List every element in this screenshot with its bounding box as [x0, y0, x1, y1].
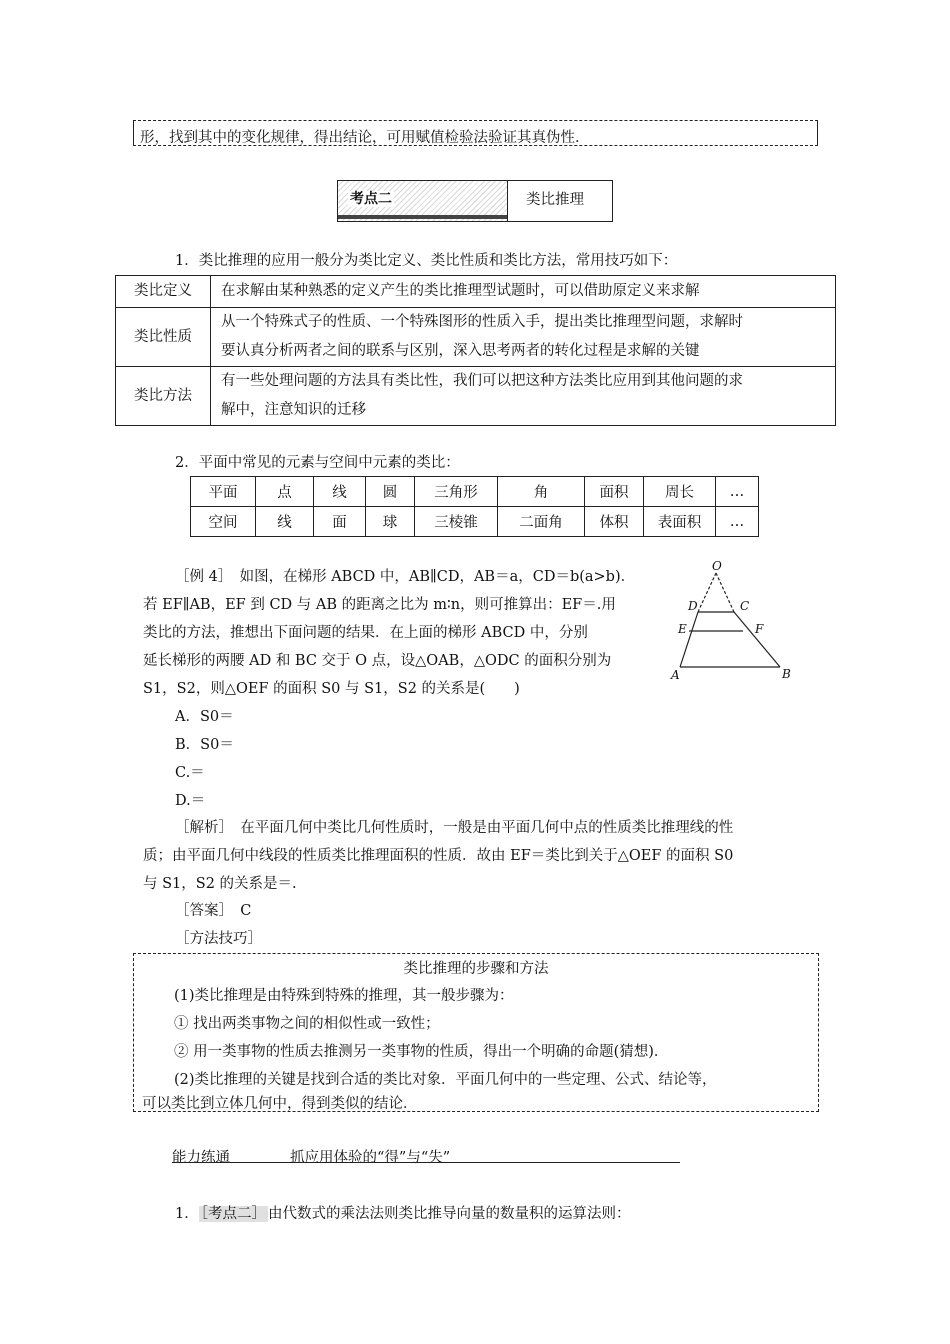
table-cell: 点 — [256, 477, 314, 507]
example-line: 类比的方法，推想出下面问题的结果．在上面的梯形 ABCD 中，分别 — [143, 625, 588, 641]
trapezoid-figure — [668, 560, 798, 686]
table-row — [116, 276, 836, 308]
example-line: S1，S2，则△OEF 的面积 S0 与 S1，S2 的关系是( ) — [143, 681, 520, 697]
table-cell: 体积 — [585, 507, 644, 537]
table-row — [191, 507, 759, 537]
intro-2: 2．平面中常见的元素与空间中元素的类比： — [175, 455, 460, 471]
practice-underline — [172, 1162, 680, 1163]
practice-label: 能力练通 — [172, 1150, 230, 1166]
option-d: D.＝ — [175, 793, 206, 809]
exercise-1: 1． ［考点二］ 由代数式的乘法法则类比推导向量的数量积的运算法则： — [175, 1206, 631, 1222]
table-cell: 面 — [314, 507, 366, 537]
plane-space-table — [190, 476, 759, 537]
label-e: E — [678, 622, 687, 636]
table-cell: 三角形 — [415, 477, 498, 507]
table-cell: 球 — [366, 507, 415, 537]
table-head-cell: 类比性质 — [116, 308, 211, 367]
table-cell: … — [716, 507, 759, 537]
method-box — [133, 953, 819, 1112]
section-title: 类比推理 — [526, 192, 584, 208]
analysis-line: 与 S1，S2 的关系是＝. — [143, 876, 297, 892]
method-box-title: 类比推理的步骤和方法 — [403, 961, 549, 977]
table-row — [191, 477, 759, 507]
top-note-box — [133, 120, 818, 146]
table-cell: 周长 — [644, 477, 716, 507]
method-label: ［方法技巧］ — [175, 931, 262, 947]
label-c: C — [740, 599, 750, 613]
label-f: F — [755, 622, 764, 636]
method-row: (2)类比推理的关键是找到合适的类比对象．平面几何中的一些定理、公式、结论等， — [174, 1072, 717, 1088]
table-cell: 角 — [498, 477, 585, 507]
exercise-tag: ［考点二］ — [200, 1206, 266, 1222]
label-b: B — [782, 667, 791, 681]
table-cell: … — [716, 477, 759, 507]
method-row: 可以类比到立体几何中，得到类似的结论． — [142, 1096, 418, 1112]
table-cell: 面积 — [585, 477, 644, 507]
example-line: ［例 4］ 如图，在梯形 ABCD 中，AB∥CD，AB＝a，CD＝b(a>b)． — [175, 569, 636, 585]
table-cell: 线 — [256, 507, 314, 537]
label-a: A — [671, 668, 680, 682]
table-row — [116, 308, 836, 367]
method-row: ② 用一类事物的性质去推测另一类事物的性质，得出一个明确的命题(猜想)． — [174, 1044, 669, 1060]
example-line: 若 EF∥AB，EF 到 CD 与 AB 的距离之比为 m∶n，则可推算出：EF＝.用 — [143, 597, 616, 613]
label-d: D — [688, 599, 698, 613]
method-row: (1)类比推理是由特殊到特殊的推理，其一般步骤为： — [174, 988, 514, 1004]
table-cell: 二面角 — [498, 507, 585, 537]
table-content-cell: 有一些处理问题的方法具有类比性，我们可以把这种方法类比应用到其他问题的求 解中，注意知识的迁移 — [211, 367, 836, 426]
table-cell: 平面 — [191, 477, 256, 507]
option-b: B．S0＝ — [175, 737, 234, 753]
table-content-cell: 从一个特殊式子的性质、一个特殊图形的性质入手，提出类比推理型问题，求解时 要认真分析两者之间的联系与区别，深入思考两者的转化过程是求解的关键 — [211, 308, 836, 367]
practice-subtitle: 抓应用体验的“得”与“失” — [290, 1150, 451, 1166]
answer: ［答案］ C — [175, 903, 252, 919]
option-c: C.＝ — [175, 765, 205, 781]
section-label: 考点二 — [338, 181, 508, 221]
option-a: A．S0＝ — [175, 709, 234, 725]
table-head-cell: 类比定义 — [116, 276, 211, 308]
example-line: 延长梯形的两腰 AD 和 BC 交于 O 点，设△OAB，△ODC 的面积分别为 — [143, 653, 612, 669]
table-cell: 三棱锥 — [415, 507, 498, 537]
analogy-technique-table — [115, 275, 836, 426]
top-note-text: 形，找到其中的变化规律，得出结论，可用赋值检验法验证其真伪性． — [140, 130, 590, 146]
table-content-cell: 在求解由某种熟悉的定义产生的类比推理型试题时，可以借助原定义来求解 — [211, 276, 836, 308]
method-row: ① 找出两类事物之间的相似性或一致性； — [174, 1016, 440, 1032]
analysis-line: 质；由平面几何中线段的性质类比推理面积的性质．故由 EF＝类比到关于△OEF 的面积 S0 — [143, 848, 734, 864]
table-cell: 圆 — [366, 477, 415, 507]
table-cell: 线 — [314, 477, 366, 507]
intro-1: 1．类比推理的应用一般分为类比定义、类比性质和类比方法，常用技巧如下： — [175, 253, 678, 269]
label-o: O — [712, 560, 722, 573]
table-head-cell: 类比方法 — [116, 367, 211, 426]
analysis-line: ［解析］ 在平面几何中类比几何性质时，一般是由平面几何中点的性质类比推理线的性 — [175, 820, 734, 836]
table-cell: 表面积 — [644, 507, 716, 537]
table-row — [116, 367, 836, 426]
table-cell: 空间 — [191, 507, 256, 537]
section-heading — [337, 180, 613, 222]
